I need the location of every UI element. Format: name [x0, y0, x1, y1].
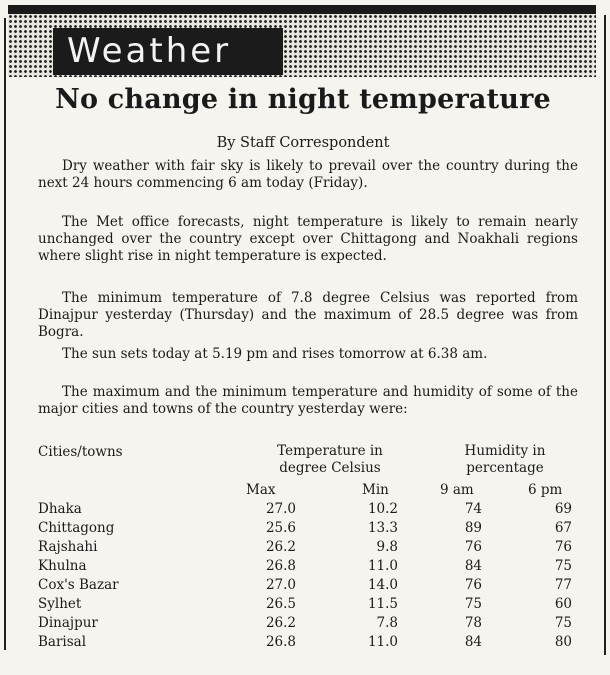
min-temp: 11.0	[367, 634, 398, 650]
city-name: Barisal	[38, 634, 87, 650]
min-temp: 11.5	[367, 596, 398, 612]
max-temp: 27.0	[265, 577, 296, 593]
humidity-6pm: 77	[554, 577, 572, 593]
city-name: Chittagong	[38, 520, 115, 536]
table-subheader-min: Min	[362, 482, 389, 498]
city-name: Rajshahi	[38, 539, 98, 555]
table-subheader-6pm: 6 pm	[528, 482, 563, 498]
city-name: Cox's Bazar	[38, 577, 119, 593]
city-name: Khulna	[38, 558, 87, 574]
humidity-9am: 89	[464, 520, 482, 536]
table-row	[0, 596, 610, 615]
min-temp: 11.0	[367, 558, 398, 574]
humidity-6pm: 75	[554, 615, 572, 631]
min-temp: 13.3	[367, 520, 398, 536]
humidity-6pm: 80	[554, 634, 572, 650]
min-temp: 14.0	[367, 577, 398, 593]
table-row	[0, 634, 610, 653]
table-subheader-max: Max	[246, 482, 276, 498]
section-title: Weather	[53, 28, 283, 75]
humidity-6pm: 75	[554, 558, 572, 574]
table-header-humidity: Humidity in percentage	[464, 443, 546, 476]
table-row	[0, 520, 610, 539]
max-temp: 26.8	[265, 558, 296, 574]
byline: By Staff Correspondent	[216, 135, 390, 151]
headline: No change in night temperature	[55, 84, 551, 115]
humidity-6pm: 60	[554, 596, 572, 612]
city-name: Dhaka	[38, 501, 82, 517]
min-temp: 9.8	[376, 539, 398, 555]
paragraph: The Met office forecasts, night temperature is likely to remain nearly unchanged over the country except over Chittagong and Noakhali regions where slight rise in night temperature is expected.	[38, 214, 578, 265]
humidity-9am: 78	[464, 615, 482, 631]
section-banner	[8, 5, 596, 77]
table-row	[0, 615, 610, 634]
paragraph: The maximum and the minimum temperature and humidity of some of the major cities and towns of the country yesterday were:	[38, 384, 578, 418]
city-name: Sylhet	[38, 596, 82, 612]
max-temp: 26.2	[265, 539, 296, 555]
paragraph: The sun sets today at 5.19 pm and rises tomorrow at 6.38 am.	[62, 346, 488, 362]
city-name: Dinajpur	[38, 615, 98, 631]
table-row	[0, 539, 610, 558]
table-row	[0, 558, 610, 577]
humidity-9am: 76	[464, 539, 482, 555]
max-temp: 26.2	[265, 615, 296, 631]
paragraph: Dry weather with fair sky is likely to prevail over the country during the next 24 hours commencing 6 am today (Friday).	[38, 158, 578, 192]
paragraph: The minimum temperature of 7.8 degree Celsius was reported from Dinajpur yesterday (Thursday) and the maximum of 28.5 degree was from Bogra.	[38, 290, 578, 341]
humidity-6pm: 69	[554, 501, 572, 517]
table-row	[0, 501, 610, 520]
max-temp: 26.5	[265, 596, 296, 612]
humidity-6pm: 67	[554, 520, 572, 536]
humidity-6pm: 76	[554, 539, 572, 555]
humidity-9am: 76	[464, 577, 482, 593]
max-temp: 27.0	[265, 501, 296, 517]
humidity-9am: 74	[464, 501, 482, 517]
humidity-9am: 84	[464, 634, 482, 650]
min-temp: 10.2	[367, 501, 398, 517]
table-row	[0, 577, 610, 596]
table-header-city: Cities/towns	[38, 444, 123, 460]
max-temp: 26.8	[265, 634, 296, 650]
table-header-temperature: Temperature in degree Celsius	[277, 443, 383, 476]
table-subheader-9am: 9 am	[440, 482, 474, 498]
max-temp: 25.6	[265, 520, 296, 536]
humidity-9am: 75	[464, 596, 482, 612]
humidity-9am: 84	[464, 558, 482, 574]
min-temp: 7.8	[376, 615, 398, 631]
